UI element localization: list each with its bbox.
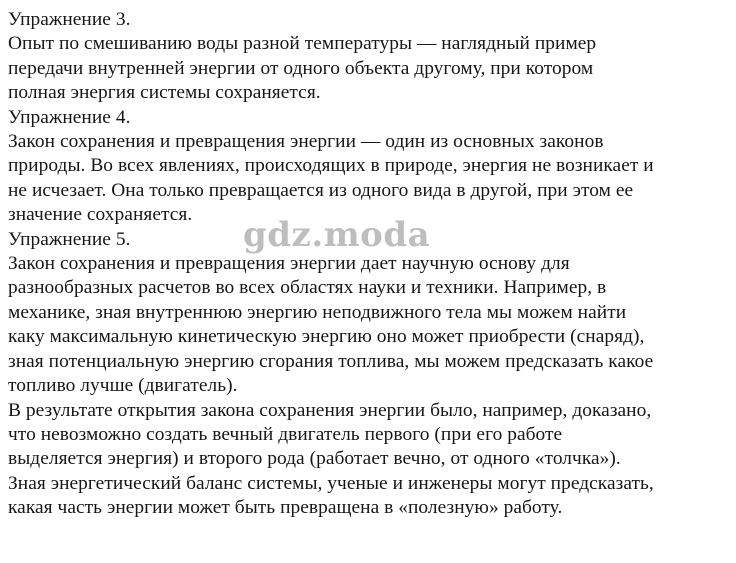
exercise-5-heading: Упражнение 5. <box>8 228 131 250</box>
text-line: разнообразных расчетов во всех областях науки и техники. Например, в <box>8 277 607 299</box>
text-line: передачи внутренней энергии от одного объекта другому, при котором <box>8 57 594 79</box>
text-line: топливо лучше (двигатель). <box>8 375 238 397</box>
text-line: зная потенциальную энергию сгорания топлива, мы можем предсказать какое <box>8 350 654 372</box>
text-line: значение сохраняется. <box>8 204 193 226</box>
text-line: Зная энергетический баланс системы, ученые и инженеры могут предсказать, <box>8 472 654 494</box>
text-line: что невозможно создать вечный двигатель первого (при его работе <box>8 423 563 445</box>
text-line: Опыт по смешиванию воды разной температуры — наглядный пример <box>8 33 597 55</box>
text-line: В результате открытия закона сохранения энергии было, например, доказано, <box>8 399 652 421</box>
document-text <box>8 8 732 521</box>
text-line: выделяется энергия) и второго рода (работает вечно, от одного «толчка»). <box>8 448 621 470</box>
text-line: Закон сохранения и превращения энергии дает научную основу для <box>8 253 570 275</box>
text-line: природы. Во всех явлениях, происходящих в природе, энергия не возникает и <box>8 155 654 177</box>
exercise-4-heading: Упражнение 4. <box>8 106 131 128</box>
text-line: какая часть энергии может быть превращена в «полезную» работу. <box>8 497 563 519</box>
text-line: каку максимальную кинетическую энергию оно может приобрести (снаряд), <box>8 326 645 348</box>
text-line: полная энергия системы сохраняется. <box>8 82 321 104</box>
text-line: Закон сохранения и превращения энергии — один из основных законов <box>8 131 604 153</box>
watermark: gdz.moda <box>243 215 431 255</box>
text-line: не исчезает. Она только превращается из одного вида в другой, при этом ее <box>8 179 634 201</box>
text-line: механике, зная внутреннюю энергию неподвижного тела мы можем найти <box>8 301 627 323</box>
exercise-3-heading: Упражнение 3. <box>8 9 131 30</box>
